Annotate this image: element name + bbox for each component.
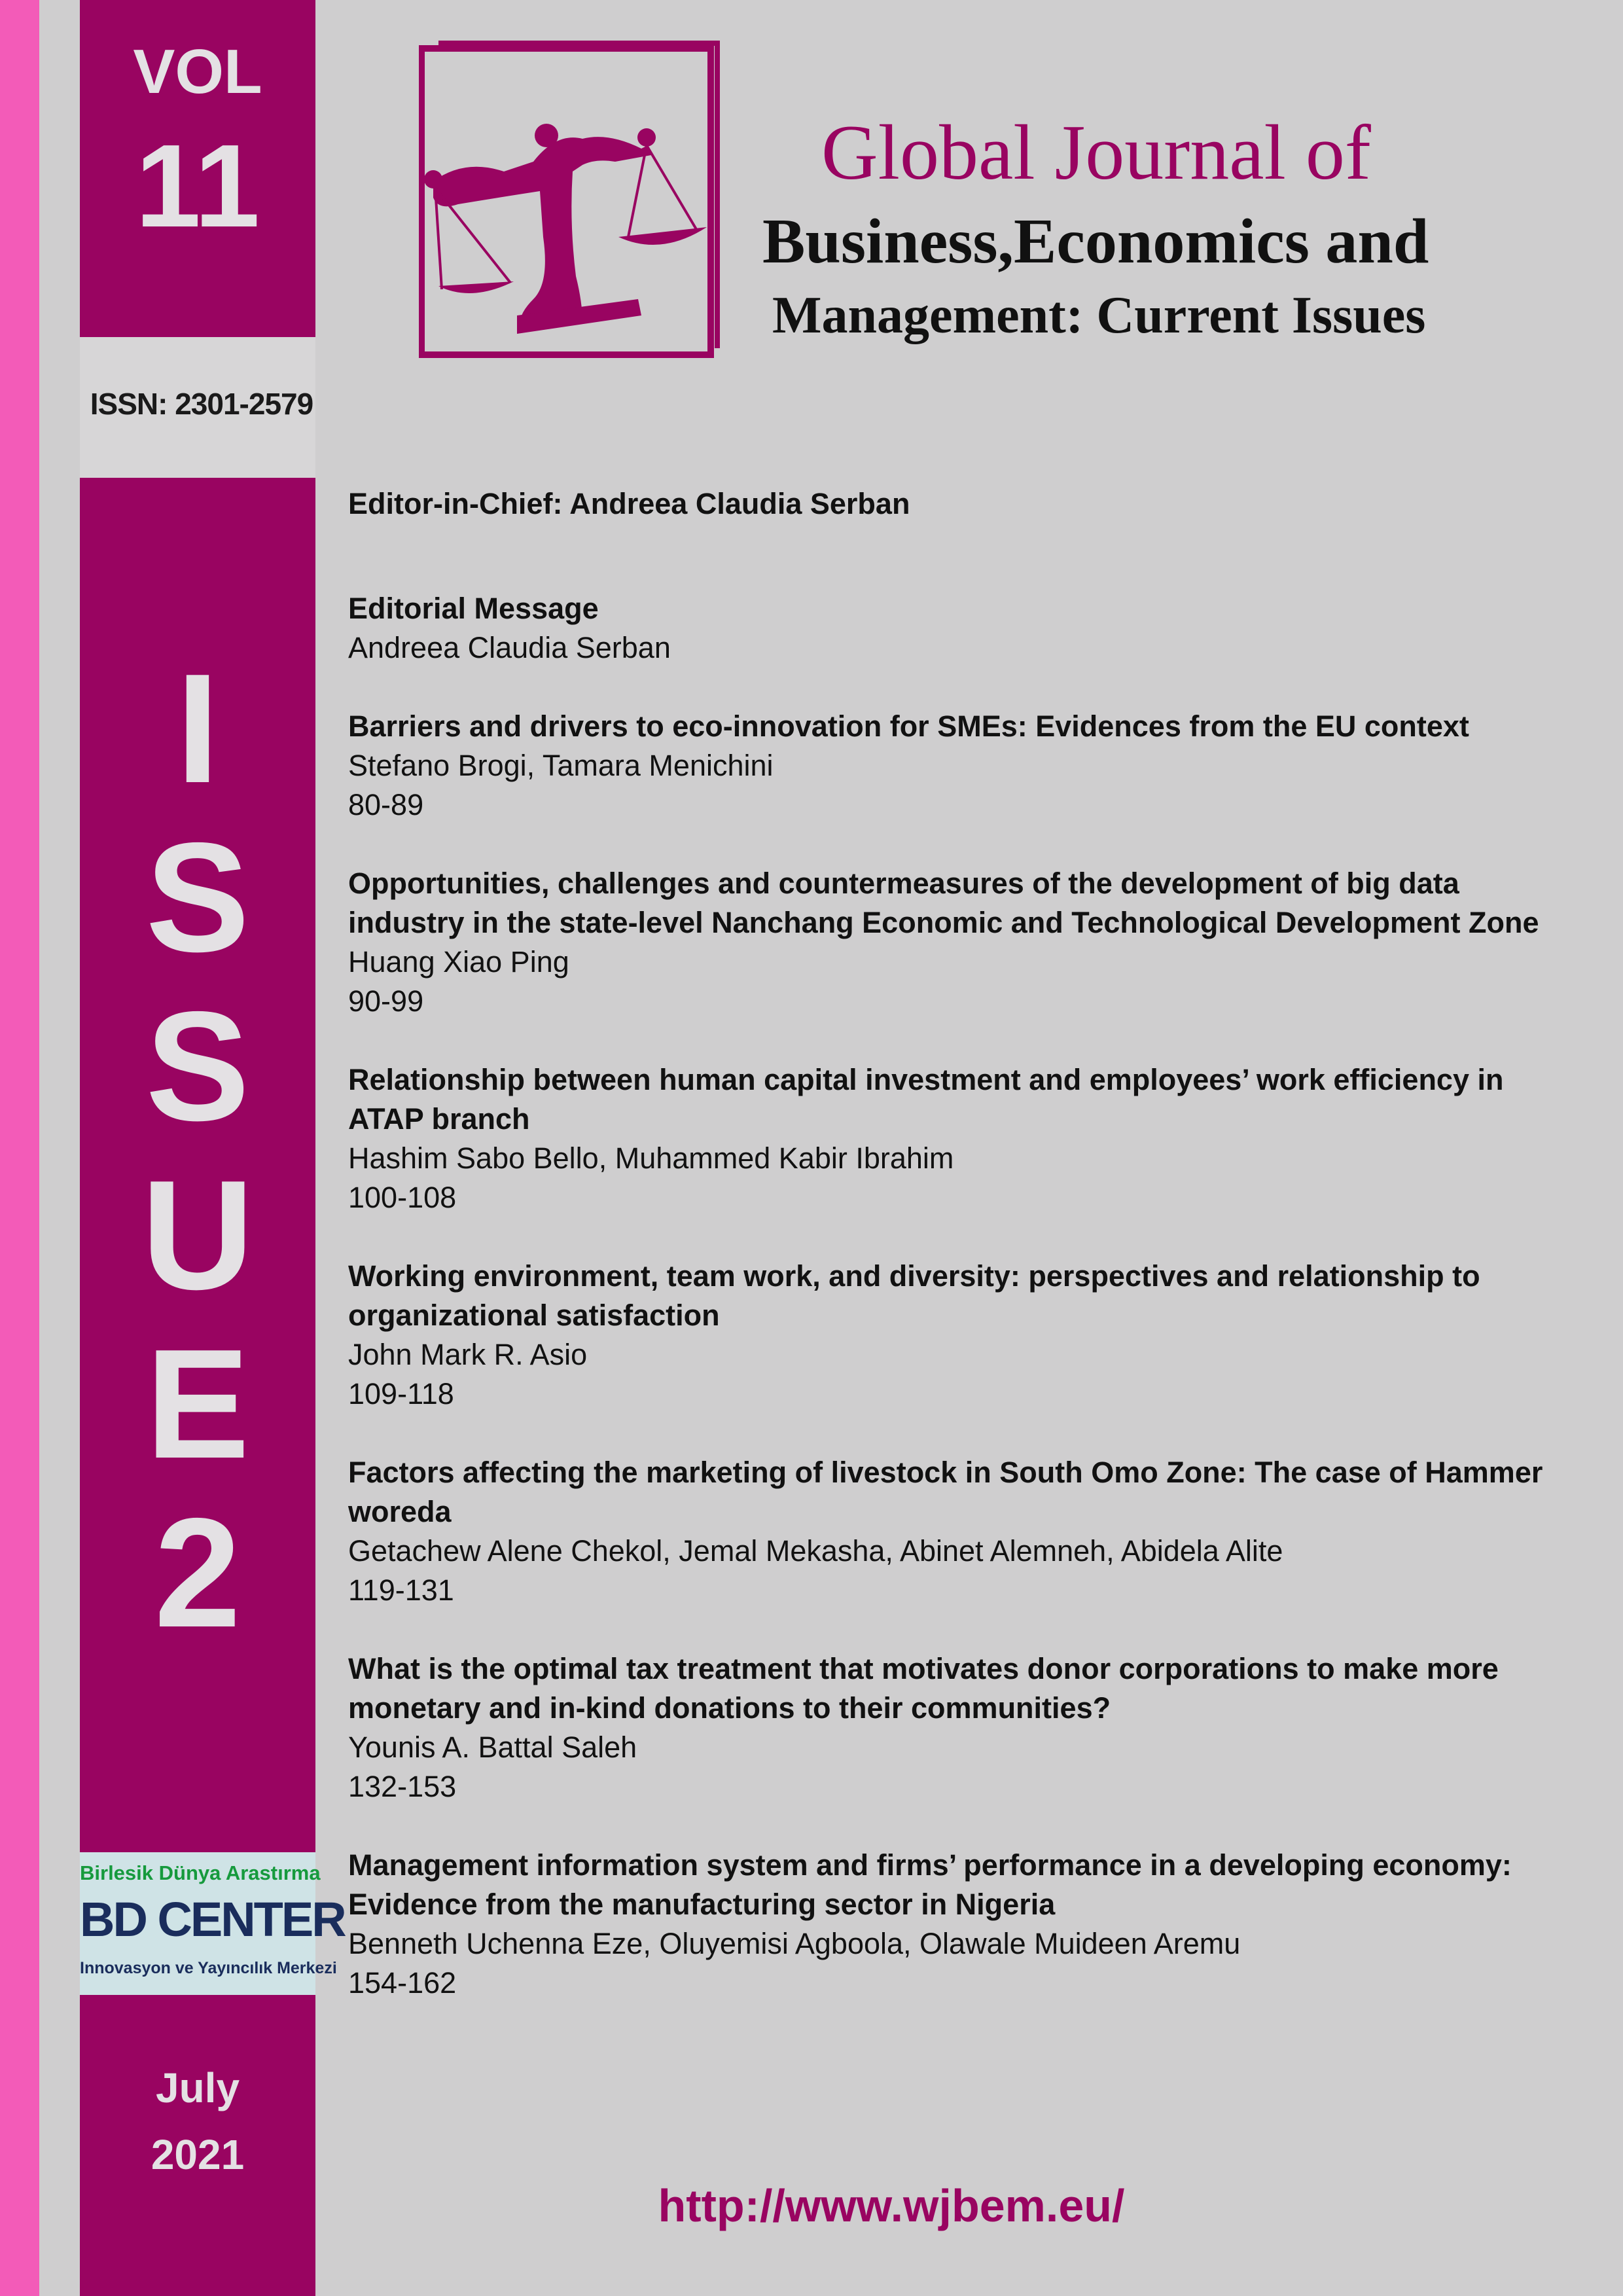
issue-letter: S bbox=[145, 811, 250, 984]
scales-of-justice-icon bbox=[419, 41, 720, 361]
journal-title-line1: Global Journal of bbox=[821, 109, 1371, 196]
journal-title-line3: Management: Current Issues bbox=[772, 287, 1426, 344]
article-pages: 132-153 bbox=[348, 1770, 457, 1803]
article-pages: 80-89 bbox=[348, 788, 424, 821]
issue-month: July bbox=[155, 2064, 240, 2111]
article-pages: 109-118 bbox=[348, 1377, 454, 1410]
article-authors: Andreea Claudia Serban bbox=[348, 631, 671, 664]
issue-letter: E bbox=[145, 1318, 250, 1491]
issn-text: ISSN: 2301-2579 bbox=[90, 387, 313, 421]
logo-line-top: Birlesik Dünya Arastırma bbox=[80, 1861, 321, 1884]
article-authors: John Mark R. Asio bbox=[348, 1338, 588, 1371]
article-authors: Huang Xiao Ping bbox=[348, 945, 569, 978]
journal-title-line2: Business,Economics and bbox=[762, 206, 1429, 277]
issue-number: 2 bbox=[154, 1486, 241, 1660]
logo-line-bottom: Innovasyon ve Yayıncılık Merkezi bbox=[80, 1959, 337, 1977]
article-title: Relationship between human capital investment and employees’ work efficiency in ATAP branch bbox=[348, 1063, 1504, 1136]
article-pages: 119-131 bbox=[348, 1573, 454, 1607]
table-of-contents bbox=[348, 484, 1578, 2003]
bd-center-logo bbox=[80, 1852, 345, 1995]
toc-entry bbox=[348, 707, 1578, 825]
toc-entry bbox=[348, 1257, 1578, 1414]
article-title: Management information system and firms’ performance in a developing economy: Evidence from the manufacturing sector in Nigeria bbox=[348, 1848, 1512, 1921]
volume-number: 11 bbox=[135, 120, 260, 252]
article-title: Working environment, team work, and diversity: perspectives and relationship to organizational satisfaction bbox=[348, 1259, 1480, 1332]
volume-label: VOL bbox=[133, 37, 262, 107]
article-title: Editorial Message bbox=[348, 592, 599, 625]
issue-letter: I bbox=[175, 642, 220, 816]
issue-letter: U bbox=[141, 1149, 254, 1322]
editor-in-chief: Editor-in-Chief: Andreea Claudia Serban bbox=[348, 487, 910, 520]
toc-entry bbox=[348, 1649, 1578, 1806]
article-title: Opportunities, challenges and countermeasures of the development of big data industry in the state-level Nanchang Economic and Technological Development Zone bbox=[348, 867, 1539, 939]
article-authors: Hashim Sabo Bello, Muhammed Kabir Ibrahim bbox=[348, 1141, 954, 1175]
article-title: Barriers and drivers to eco-innovation for SMEs: Evidences from the EU context bbox=[348, 709, 1469, 743]
issue-vertical-text bbox=[80, 642, 315, 1660]
toc-entry bbox=[348, 589, 1578, 668]
article-pages: 154-162 bbox=[348, 1966, 457, 2000]
logo-line-main: BD CENTER bbox=[80, 1892, 345, 1946]
issue-letter: S bbox=[145, 980, 250, 1153]
article-title: Factors affecting the marketing of livestock in South Omo Zone: The case of Hammer woreda bbox=[348, 1456, 1543, 1528]
toc-entry bbox=[348, 1060, 1578, 1217]
article-authors: Stefano Brogi, Tamara Menichini bbox=[348, 749, 774, 782]
article-authors: Younis A. Battal Saleh bbox=[348, 1731, 637, 1764]
toc-entry bbox=[348, 864, 1578, 1021]
article-pages: 90-99 bbox=[348, 984, 424, 1018]
toc-entry bbox=[348, 1453, 1578, 1610]
issue-year: 2021 bbox=[151, 2131, 245, 2178]
journal-website-link[interactable]: http://www.wjbem.eu/ bbox=[658, 2180, 1125, 2231]
pink-edge-strip bbox=[0, 0, 39, 2296]
article-title: What is the optimal tax treatment that motivates donor corporations to make more monetary and in-kind donations to their communities? bbox=[348, 1652, 1499, 1725]
toc-entry bbox=[348, 1846, 1578, 2003]
article-authors: Getachew Alene Chekol, Jemal Mekasha, Abinet Alemneh, Abidela Alite bbox=[348, 1534, 1283, 1568]
article-pages: 100-108 bbox=[348, 1181, 457, 1214]
article-authors: Benneth Uchenna Eze, Oluyemisi Agboola, Olawale Muideen Aremu bbox=[348, 1927, 1241, 1960]
